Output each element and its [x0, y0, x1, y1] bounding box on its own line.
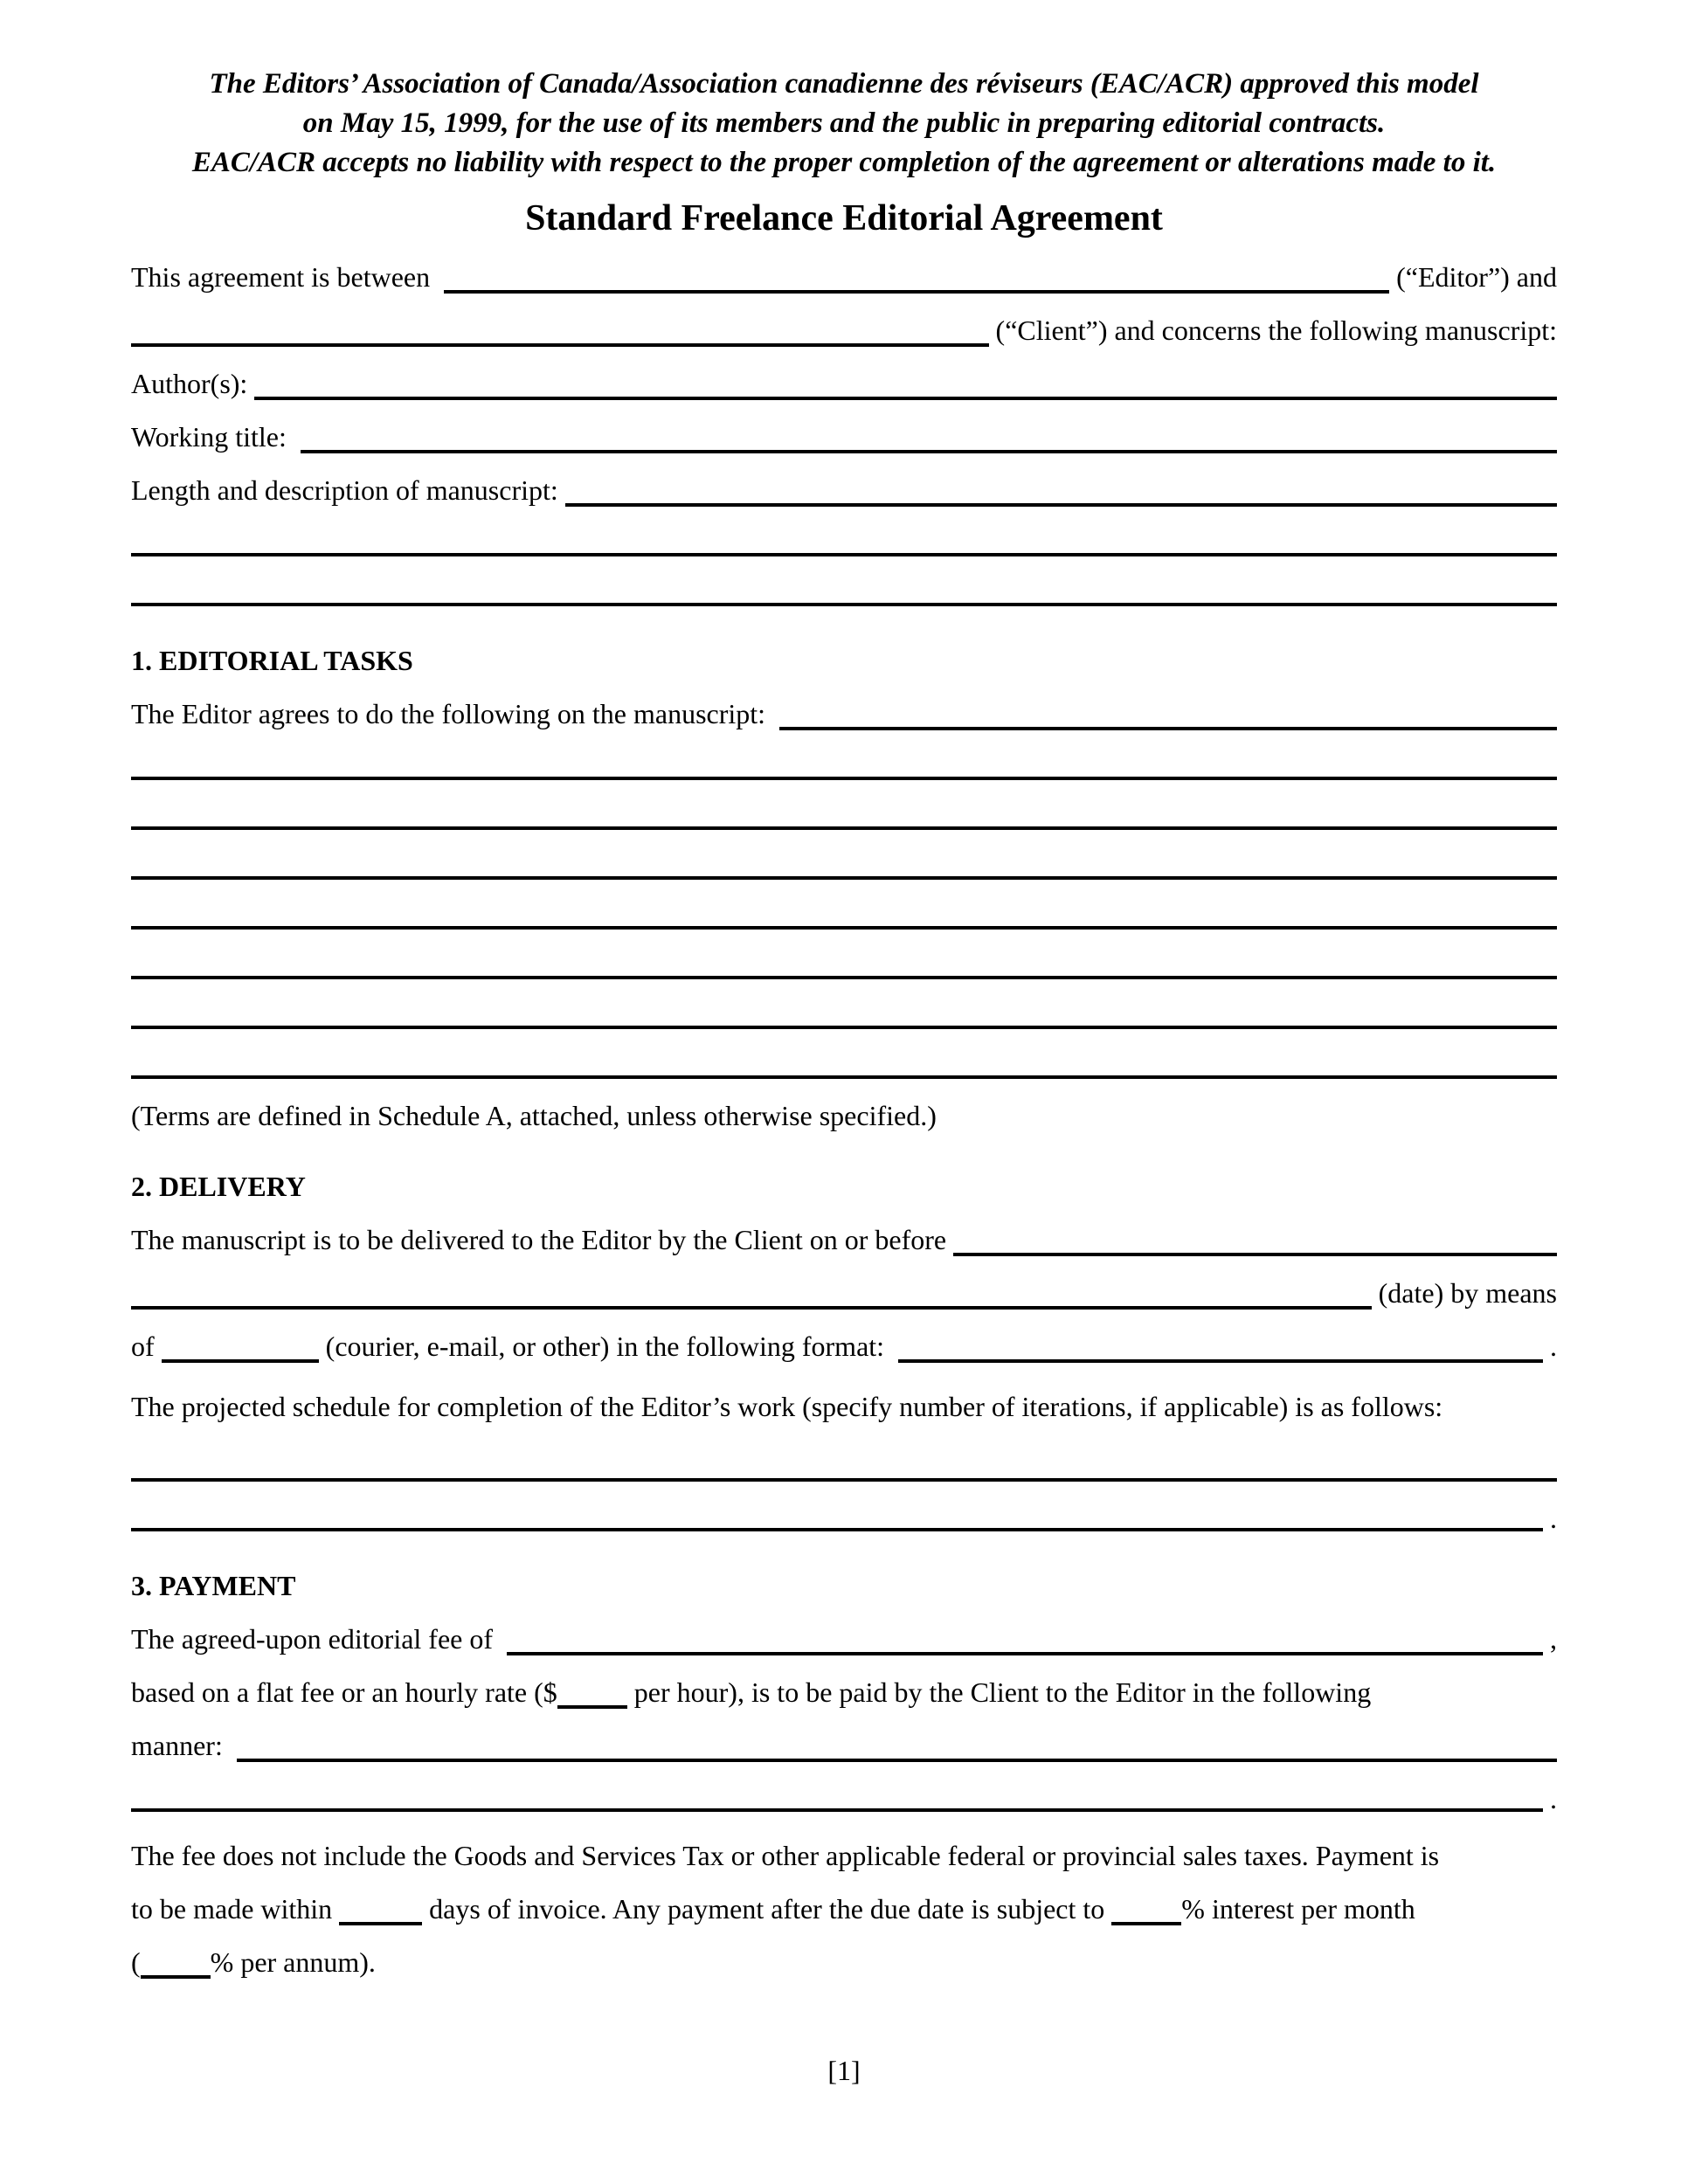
section-3-heading-row: [131, 1559, 1557, 1613]
description-overflow-row-2: [131, 567, 1557, 617]
tasks-overflow-field-7[interactable]: [131, 1040, 1557, 1089]
fee-trailing-comma: ,: [1543, 1623, 1557, 1655]
rate-text-post: per hour), is to be paid by the Client to the Editor in the following: [626, 1676, 1372, 1708]
tax-text-line-2-pre: to be made within: [131, 1893, 340, 1925]
fee-amount-field[interactable]: [507, 1613, 1543, 1666]
editorial-tasks-field[interactable]: [779, 688, 1557, 741]
header-disclaimer-line-2: on May 15, 1999, for the use of its members and the public in preparing editorial contracts.: [302, 107, 1386, 139]
rate-text-pre: based on a flat fee or an hourly rate ($: [131, 1676, 557, 1708]
working-title-field[interactable]: [301, 411, 1557, 464]
editorial-tasks-label: The Editor agrees to do the following on the manuscript:: [131, 698, 780, 729]
manner-trailing-period: .: [1543, 1783, 1557, 1814]
invoice-days-field[interactable]: [339, 1883, 422, 1936]
editorial-tasks-row: [131, 688, 1557, 741]
tasks-overflow-row-5: [131, 940, 1557, 990]
section-1-heading: 1. EDITORIAL TASKS: [131, 645, 413, 676]
schedule-label: The projected schedule for completion of the Editor’s work (specify number of iterations, if applicable) is as follows:: [131, 1391, 1443, 1422]
tasks-overflow-row-4: [131, 890, 1557, 940]
page-number: [1]: [827, 2055, 861, 2086]
tasks-overflow-field-1[interactable]: [131, 741, 1557, 791]
manuscript-description-field[interactable]: [565, 464, 1557, 517]
schedule-field-2[interactable]: [131, 1492, 1543, 1542]
client-name-field[interactable]: [131, 304, 989, 357]
editor-suffix: (“Editor”) and: [1389, 261, 1557, 293]
tasks-overflow-field-5[interactable]: [131, 940, 1557, 990]
section-1-heading-row: [131, 634, 1557, 688]
schedule-line-row-2: [131, 1492, 1557, 1542]
agreement-parties-row: [131, 251, 1557, 304]
description-overflow-field-1[interactable]: [131, 517, 1557, 567]
length-label: Length and description of manuscript:: [131, 474, 565, 506]
date-suffix: (date) by means: [1371, 1277, 1557, 1309]
tasks-overflow-row-7: [131, 1040, 1557, 1089]
section-2-heading-row: [131, 1160, 1557, 1213]
manner-label: manner:: [131, 1730, 237, 1761]
of-label: of: [131, 1330, 162, 1362]
courier-text: (courier, e-mail, or other) in the following format:: [318, 1330, 899, 1362]
delivery-date-overflow-row: [131, 1267, 1557, 1320]
tax-paragraph-row-3: [131, 1936, 1557, 1989]
payment-manner-field[interactable]: [237, 1719, 1557, 1773]
tasks-overflow-field-2[interactable]: [131, 791, 1557, 840]
payment-manner-overflow-row: [131, 1773, 1557, 1822]
delivery-date-overflow-field[interactable]: [131, 1267, 1372, 1320]
schedule-field-1[interactable]: [131, 1442, 1557, 1492]
between-label: This agreement is between: [131, 261, 445, 293]
tasks-overflow-field-6[interactable]: [131, 990, 1557, 1040]
header-disclaimer-line-1: The Editors’ Association of Canada/Association canadienne des réviseurs (EAC/ACR) approved this model: [209, 68, 1479, 100]
delivery-format-field[interactable]: [898, 1320, 1543, 1373]
authors-label: Author(s):: [131, 368, 255, 399]
delivery-date-row: [131, 1213, 1557, 1267]
tasks-overflow-row-1: [131, 741, 1557, 791]
tax-text-line-3-pre: (: [131, 1946, 141, 1978]
payment-manner-overflow-field[interactable]: [131, 1773, 1543, 1822]
schedule-trailing-period: .: [1543, 1503, 1557, 1534]
hourly-rate-row: [131, 1666, 1557, 1719]
tax-text-line-1: The fee does not include the Goods and Services Tax or other applicable federal or provincial sales taxes. Payment is: [131, 1840, 1440, 1871]
section-3-heading: 3. PAYMENT: [131, 1570, 296, 1601]
document-title: Standard Freelance Editorial Agreement: [525, 198, 1163, 238]
tax-paragraph-row-1: [131, 1829, 1557, 1883]
tax-paragraph-row-2: [131, 1883, 1557, 1936]
tax-text-line-2-post: % interest per month: [1181, 1893, 1415, 1925]
tax-text-line-3-post: % per annum).: [210, 1946, 376, 1978]
format-trailing-period: .: [1543, 1330, 1557, 1362]
annual-interest-field[interactable]: [141, 1936, 211, 1989]
editor-name-field[interactable]: [444, 251, 1389, 304]
payment-manner-row: [131, 1719, 1557, 1773]
delivery-means-row: [131, 1320, 1557, 1373]
tasks-overflow-row-6: [131, 990, 1557, 1040]
working-title-label: Working title:: [131, 421, 301, 453]
header-disclaimer-line-3: EAC/ACR accepts no liability with respect to the proper completion of the agreement or alterations made to it.: [191, 147, 1497, 178]
tasks-overflow-row-2: [131, 791, 1557, 840]
fee-row: [131, 1613, 1557, 1666]
tasks-overflow-field-4[interactable]: [131, 890, 1557, 940]
manuscript-length-row: [131, 464, 1557, 517]
schedule-line-row-1: [131, 1442, 1557, 1492]
monthly-interest-field[interactable]: [1111, 1883, 1181, 1936]
authors-row: [131, 357, 1557, 411]
delivery-means-field[interactable]: [162, 1320, 319, 1373]
schedule-label-row: [131, 1380, 1557, 1434]
client-suffix: (“Client”) and concerns the following manuscript:: [988, 314, 1557, 346]
delivery-label: The manuscript is to be delivered to the Editor by the Client on or before: [131, 1224, 954, 1255]
authors-field[interactable]: [254, 357, 1557, 411]
header-disclaimer: [131, 65, 1557, 183]
terms-note-row: [131, 1089, 1557, 1143]
description-overflow-field-2[interactable]: [131, 567, 1557, 617]
working-title-row: [131, 411, 1557, 464]
tasks-overflow-row-3: [131, 840, 1557, 890]
terms-note: (Terms are defined in Schedule A, attached, unless otherwise specified.): [131, 1100, 937, 1131]
delivery-date-field[interactable]: [953, 1213, 1557, 1267]
description-overflow-row-1: [131, 517, 1557, 567]
fee-label: The agreed-upon editorial fee of: [131, 1623, 508, 1655]
client-row: [131, 304, 1557, 357]
tax-text-line-2-mid: days of invoice. Any payment after the due date is subject to: [422, 1893, 1112, 1925]
section-2-heading: 2. DELIVERY: [131, 1171, 306, 1202]
tasks-overflow-field-3[interactable]: [131, 840, 1557, 890]
hourly-rate-field[interactable]: [557, 1666, 627, 1719]
